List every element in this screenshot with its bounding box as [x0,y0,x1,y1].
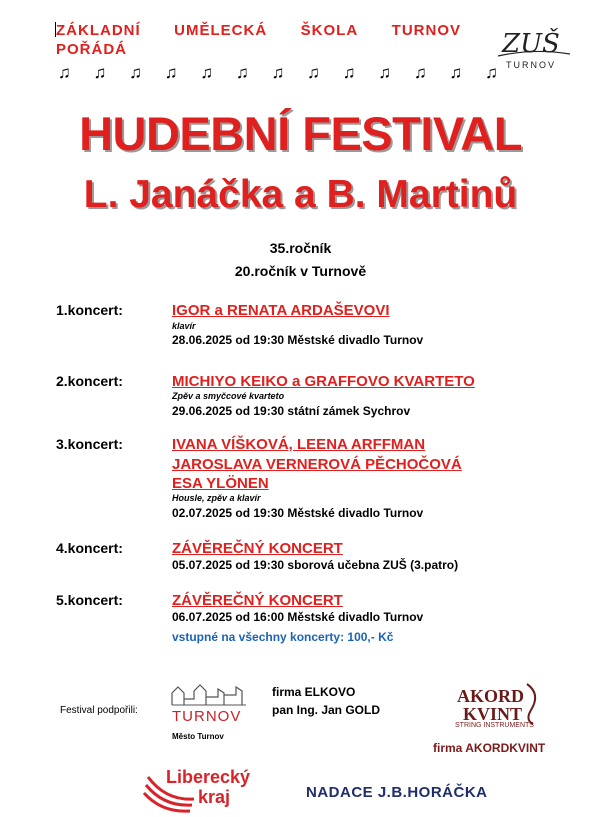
concert-label: 4.koncert: [56,540,123,556]
music-note-icon: ♫ [485,63,498,82]
turnov-logo-text: TURNOV [172,708,242,725]
concert-date: 05.07.2025 od 19:30 sborová učebna ZUŠ (3.patro) [172,558,459,572]
supporters-label: Festival podpořili: [60,705,138,716]
concert-instruments: Housle, zpěv a klavír [172,493,261,503]
sponsor-line: pan Ing. Jan GOLD [272,703,381,717]
music-notes-row [58,63,498,83]
music-note-icon: ♫ [449,63,463,82]
concert-date: 29.06.2025 od 19:30 státní zámek Sychrov [172,404,411,418]
concert-performer: IGOR a RENATA ARDAŠEVOVI [172,302,390,319]
entry-fee: vstupné na všechny koncerty: 100,- Kč [172,630,394,644]
concert-performer: ZÁVĚREČNÝ KONCERT [172,592,343,609]
concert-label: 3.koncert: [56,436,123,452]
concert-label: 2.koncert: [56,373,123,389]
concert-instruments: Zpěv a smyčcové kvarteto [172,391,285,401]
music-note-icon: ♫ [93,63,107,82]
text-cursor [55,22,56,37]
organizer-word: UMĚLECKÁ [174,22,268,39]
edition-turnov: 20.ročník v Turnově [234,263,367,279]
edition-overall: 35.ročník [269,240,332,256]
music-note-icon: ♫ [58,63,71,82]
concert-label: 1.koncert: [56,302,123,318]
concert-performer: ESA YLÖNEN [172,475,269,492]
music-note-icon: ♫ [200,63,214,82]
music-note-icon: ♫ [235,63,249,82]
liberecky-kraj-logo [142,763,264,815]
akord-logo-sub: STRING INSTRUMENTS [455,722,534,729]
concert-performer: IVANA VÍŠKOVÁ, LEENA ARFFMAN [172,436,426,453]
akord-logo-word2: KVINT [463,704,523,724]
concert-date: 02.07.2025 od 19:30 Městské divadlo Turnov [172,506,424,520]
music-note-icon: ♫ [271,63,285,82]
concert-label: 5.koncert: [56,592,123,608]
concert-date: 06.07.2025 od 16:00 Městské divadlo Turnov [172,610,424,624]
organizer-word: ZÁKLADNÍ [56,22,141,39]
akordkvint-logo [455,680,545,728]
music-note-icon: ♫ [129,63,142,82]
festival-title: HUDEBNÍ FESTIVAL [79,107,522,160]
music-note-icon: ♫ [164,63,178,82]
concert-performer: ZÁVĚREČNÝ KONCERT [172,540,343,557]
music-note-icon: ♫ [342,63,356,82]
zus-logo [494,22,574,72]
festival-subtitle: L. Janáčka a B. Martinů [83,173,518,216]
organizer-word: TURNOV [391,22,461,39]
sponsor-akordkvint: firma AKORDKVINT [433,741,546,755]
music-note-icon: ♫ [413,63,427,82]
liberec-logo-line1: Liberecký [166,767,251,787]
concert-date: 28.06.2025 od 19:30 Městské divadlo Turnov [172,333,424,347]
concert-performer: MICHIYO KEIKO a GRAFFOVO KVARTETO [172,373,475,390]
zus-logo-mark: ZUŠ [502,29,560,59]
organizer-line2: POŘÁDÁ [56,41,128,58]
sponsor-nadace: NADACE J.B.HORÁČKA [306,784,488,801]
organizer-line1 [56,21,461,40]
turnov-caption: Město Turnov [172,732,224,741]
sponsor-line: firma ELKOVO [272,685,356,699]
zus-logo-text: TURNOV [506,60,556,70]
music-note-icon: ♫ [307,63,320,82]
organizer-word: ŠKOLA [300,22,359,39]
organizer-block [56,21,461,59]
music-note-icon: ♫ [378,63,392,82]
liberec-logo-line2: kraj [198,787,231,807]
akord-logo-word1: AKORD [457,686,524,706]
concert-instruments: klavír [172,321,196,331]
concert-performer: JAROSLAVA VERNEROVÁ PĚCHOČOVÁ [172,456,462,473]
